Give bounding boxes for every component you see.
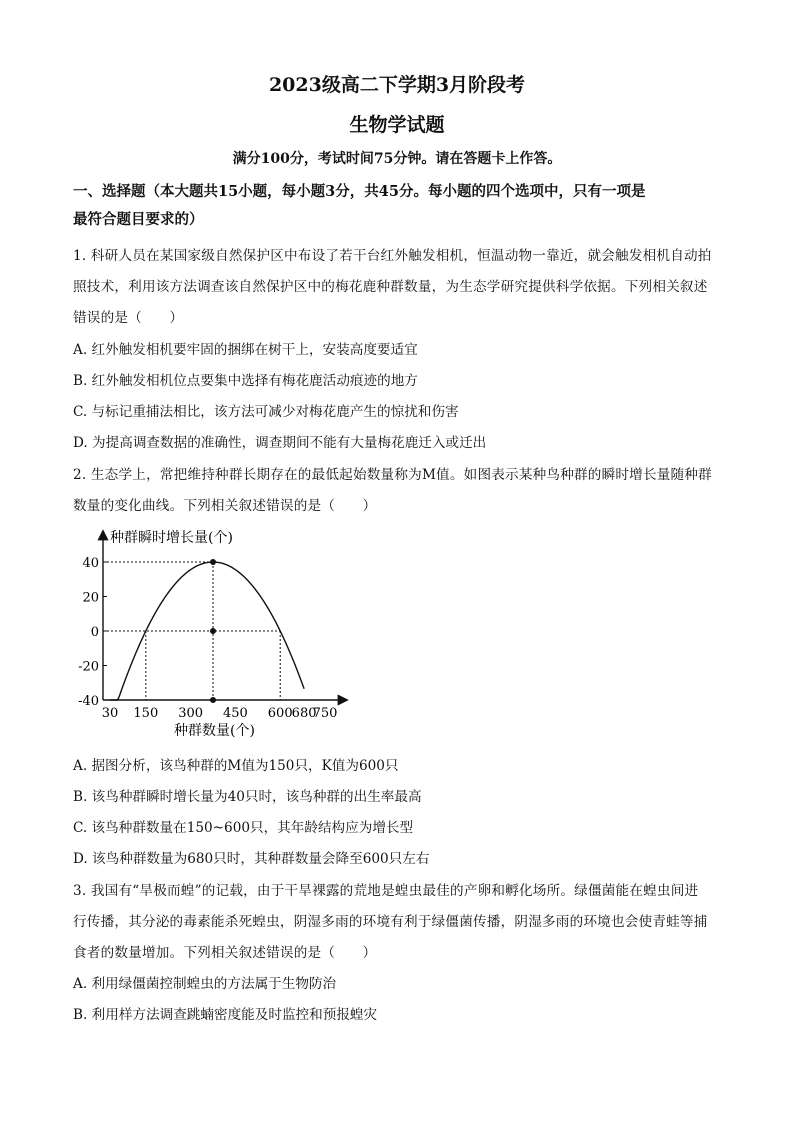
y-tick-label: 40 [82, 556, 99, 571]
exam-note: 满分100分，考试时间75分钟。请在答题卡上作答。 [232, 151, 562, 167]
x-axis-label: 种群数量(个) [174, 723, 255, 739]
y-tick-label: 20 [82, 590, 99, 606]
y-axis-label: 种群瞬时增长量(个) [110, 530, 233, 546]
x-tick-label: 680 [291, 706, 317, 721]
y-tick-label: -20 [78, 659, 99, 675]
q3-option-b: B. 利用样方法调查跳蝻密度能及时监控和预报蝗灾 [73, 1007, 378, 1023]
section-heading-line2: 最符合题目要求的） [73, 211, 204, 228]
data-point [210, 559, 216, 565]
q2-stem-line: 2. 生态学上，常把维持种群长期存在的最低起始数量称为M值。如图表示某种鸟种群的瞬时增长量随种群 [73, 467, 712, 483]
q1-stem-line: 错误的是（ ） [73, 310, 184, 326]
q3-stem-line: 行传播，其分泌的毒素能杀死蝗虫，阴湿多雨的环境有利于绿僵菌传播，阴湿多雨的环境也会使青蛙等捕 [73, 914, 708, 930]
y-tick-label: 0 [90, 625, 99, 640]
q2-option-d: D. 该鸟种群数量为680只时，其种群数量会降至600只左右 [73, 851, 430, 867]
x-tick-label: 600 [267, 706, 293, 721]
exam-title: 2023级高二下学期3月阶段考 [268, 74, 526, 96]
data-point [210, 628, 216, 634]
q2-option-b: B. 该鸟种群瞬时增长量为40只时，该鸟种群的出生率最高 [73, 789, 422, 805]
x-tick-label: 750 [312, 706, 338, 721]
x-tick-label: 450 [223, 706, 248, 721]
x-tick-label: 150 [133, 706, 159, 721]
q3-option-a: A. 利用绿僵菌控制蝗虫的方法属于生物防治 [73, 976, 337, 992]
q1-option-c: C. 与标记重捕法相比，该方法可减少对梅花鹿产生的惊扰和伤害 [73, 404, 459, 420]
q2-option-c: C. 该鸟种群数量在150~600只，其年龄结构应为增长型 [73, 820, 414, 836]
q3-stem-line: 食者的数量增加。下列相关叙述错误的是（ ） [73, 945, 377, 961]
section-heading-line1: 一、选择题（本大题共15小题，每小题3分，共45分。每小题的四个选项中，只有一项是 [73, 183, 646, 200]
x-tick-label: 30 [101, 706, 119, 721]
q1-stem-line: 照技术，利用该方法调查该自然保护区中的梅花鹿种群数量，为生态学研究提供科学依据。下列相关叙述 [73, 279, 708, 295]
x-tick-label: 300 [178, 706, 204, 721]
q1-option-d: D. 为提高调查数据的准确性，调查期间不能有大量梅花鹿迁入或迁出 [73, 435, 487, 451]
q2-option-a: A. 据图分析，该鸟种群的M值为150只，K值为600只 [73, 758, 399, 774]
data-point [210, 697, 216, 703]
q1-option-b: B. 红外触发相机位点要集中选择有梅花鹿活动痕迹的地方 [73, 373, 418, 389]
y-tick-label: -40 [78, 694, 99, 709]
q1-option-a: A. 红外触发相机要牢固的捆绑在树干上，安装高度要适宜 [73, 342, 418, 358]
q3-stem-line: 3. 我国有“旱极而蝗”的记载，由于干旱裸露的荒地是蝗虫最佳的产卵和孵化场所。绿僵菌能在蝗虫间进 [73, 883, 699, 899]
exam-subtitle: 生物学试题 [349, 114, 445, 136]
q2-stem-line: 数量的变化曲线。下列相关叙述错误的是（ ） [73, 498, 377, 514]
q1-stem-line: 1. 科研人员在某国家级自然保护区中布设了若干台红外触发相机，恒温动物一靠近，就会触发相机自动拍 [73, 248, 712, 264]
growth-chart [70, 520, 370, 742]
